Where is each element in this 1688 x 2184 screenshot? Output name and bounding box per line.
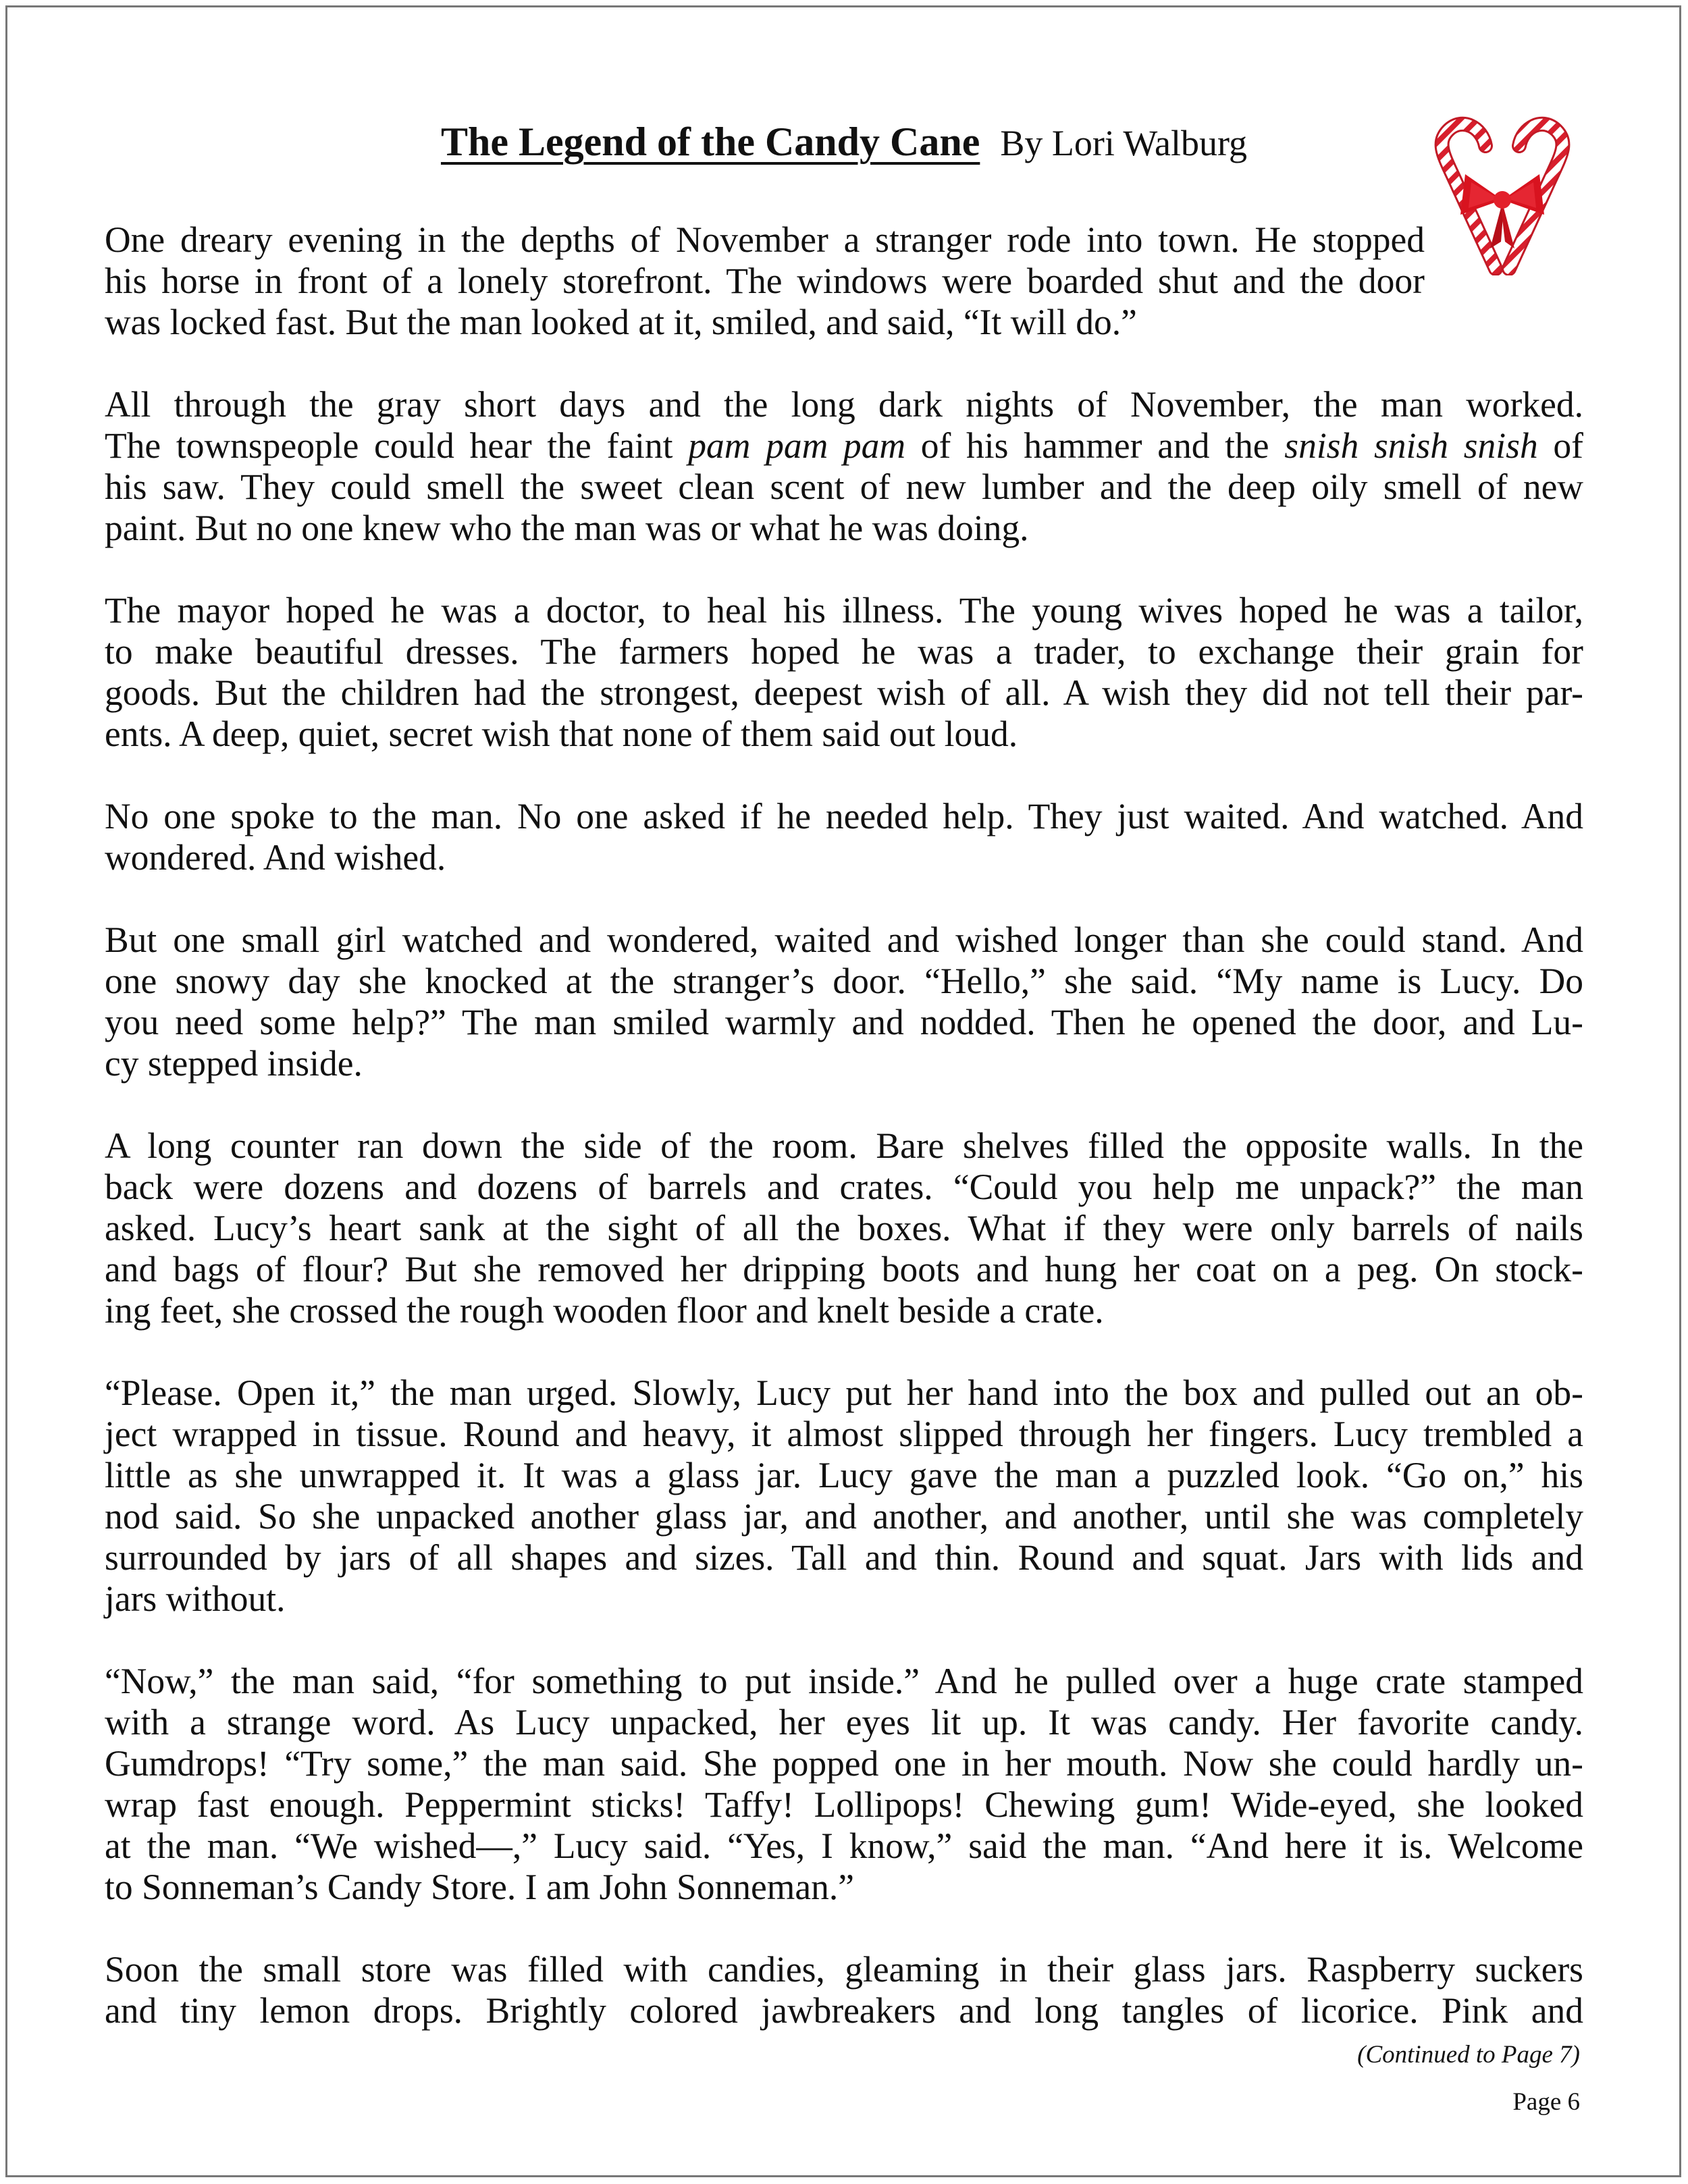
text-line: one snowy day she knocked at the stranger’s door. “Hello,” she said. “My name is Lucy. Do [105, 961, 1583, 1001]
text-line: and tiny lemon drops. Brightly colored jawbreakers and long tangles of licorice. Pink and [105, 1990, 1583, 2031]
text-line: Gumdrops! “Try some,” the man said. She popped one in her mouth. Now she could hardly un- [105, 1743, 1583, 1784]
italic-sound-pam: pam pam pam [688, 425, 906, 466]
text-line: One dreary evening in the depths of November a stranger rode into town. He stopped [105, 219, 1425, 260]
text-segment: of his hammer and the [905, 425, 1285, 466]
text-line: Soon the small store was filled with candies, gleaming in their glass jars. Raspberry suckers [105, 1949, 1583, 1990]
text-line: No one spoke to the man. No one asked if he needed help. They just waited. And watched. And [105, 796, 1583, 836]
text-line: All through the gray short days and the long dark nights of November, the man worked. [105, 384, 1583, 425]
text-line: A long counter ran down the side of the room. Bare shelves filled the opposite walls. In the [105, 1125, 1583, 1166]
text-line: But one small girl watched and wondered, waited and wished longer than she could stand. And [105, 920, 1583, 960]
text-line: his saw. They could smell the sweet clean scent of new lumber and the deep oily smell of new [105, 467, 1583, 507]
italic-sound-snish: snish snish snish [1284, 425, 1538, 466]
article-title: The Legend of the Candy Cane [440, 119, 980, 164]
text-line: you need some help?” The man smiled warmly and nodded. Then he opened the door, and Lu- [105, 1002, 1583, 1042]
text-line: to Sonneman’s Candy Store. I am John Sonneman.” [105, 1867, 854, 1907]
text-line: cy stepped inside. [105, 1043, 363, 1084]
paragraph [105, 384, 1583, 549]
text-line: The mayor hoped he was a doctor, to heal his illness. The young wives hoped he was a tailor, [105, 590, 1583, 631]
paragraph [105, 796, 1583, 878]
page-number: Page 6 [1512, 2088, 1580, 2116]
paragraph [105, 1373, 1583, 1620]
story-body [105, 219, 1583, 2031]
text-line: back were dozens and dozens of barrels and crates. “Could you help me unpack?” the man [105, 1167, 1583, 1207]
paragraph [105, 1125, 1583, 1331]
text-line: “Now,” the man said, “for something to put inside.” And he pulled over a huge crate stamped [105, 1661, 1583, 1701]
paragraph [105, 219, 1583, 343]
text-line: with a strange word. As Lucy unpacked, her eyes lit up. It was candy. Her favorite candy. [105, 1702, 1583, 1742]
text-line: his horse in front of a lonely storefront. The windows were boarded shut and the door [105, 261, 1425, 301]
text-line: wondered. And wished. [105, 837, 446, 878]
text-line: to make beautiful dresses. The farmers hoped he was a trader, to exchange their grain for [105, 631, 1583, 672]
text-line: nod said. So she unpacked another glass jar, and another, and another, until she was completely [105, 1496, 1583, 1537]
text-line: paint. But no one knew who the man was or what he was doing. [105, 508, 1029, 548]
paragraph [105, 590, 1583, 755]
text-line: jars without. [105, 1578, 286, 1619]
paragraph [105, 1661, 1583, 1908]
text-line: asked. Lucy’s heart sank at the sight of all the boxes. What if they were only barrels of nails [105, 1208, 1583, 1248]
text-line: little as she unwrapped it. It was a glass jar. Lucy gave the man a puzzled look. “Go on,” his [105, 1455, 1583, 1495]
text-line: at the man. “We wished—,” Lucy said. “Yes, I know,” said the man. “And here it is. Welcome [105, 1826, 1583, 1866]
text-line: surrounded by jars of all shapes and sizes. Tall and thin. Round and squat. Jars with lids and [105, 1537, 1583, 1578]
text-segment: of [1537, 425, 1583, 466]
text-line: wrap fast enough. Peppermint sticks! Taffy! Lollipops! Chewing gum! Wide-eyed, she looked [105, 1784, 1583, 1825]
text-segment: The townspeople could hear the faint [105, 425, 689, 466]
paragraph [105, 1949, 1583, 2031]
text-line: and bags of flour? But she removed her dripping boots and hung her coat on a peg. On stock- [105, 1249, 1583, 1289]
text-line: was locked fast. But the man looked at it, smiled, and said, “It will do.” [105, 302, 1137, 342]
continued-note: (Continued to Page 7) [1357, 2041, 1580, 2069]
text-line: ents. A deep, quiet, secret wish that none of them said out loud. [105, 714, 1018, 754]
text-line: ing feet, she crossed the rough wooden floor and knelt beside a crate. [105, 1290, 1104, 1331]
text-line: goods. But the children had the strongest, deepest wish of all. A wish they did not tell their par- [105, 672, 1583, 713]
text-line: ject wrapped in tissue. Round and heavy, it almost slipped through her fingers. Lucy trembled a [105, 1414, 1583, 1454]
author-byline: By Lori Walburg [1000, 123, 1248, 163]
text-line: “Please. Open it,” the man urged. Slowly, Lucy put her hand into the box and pulled out an ob- [105, 1373, 1583, 1413]
text-line [105, 425, 1583, 467]
paragraph [105, 920, 1583, 1084]
